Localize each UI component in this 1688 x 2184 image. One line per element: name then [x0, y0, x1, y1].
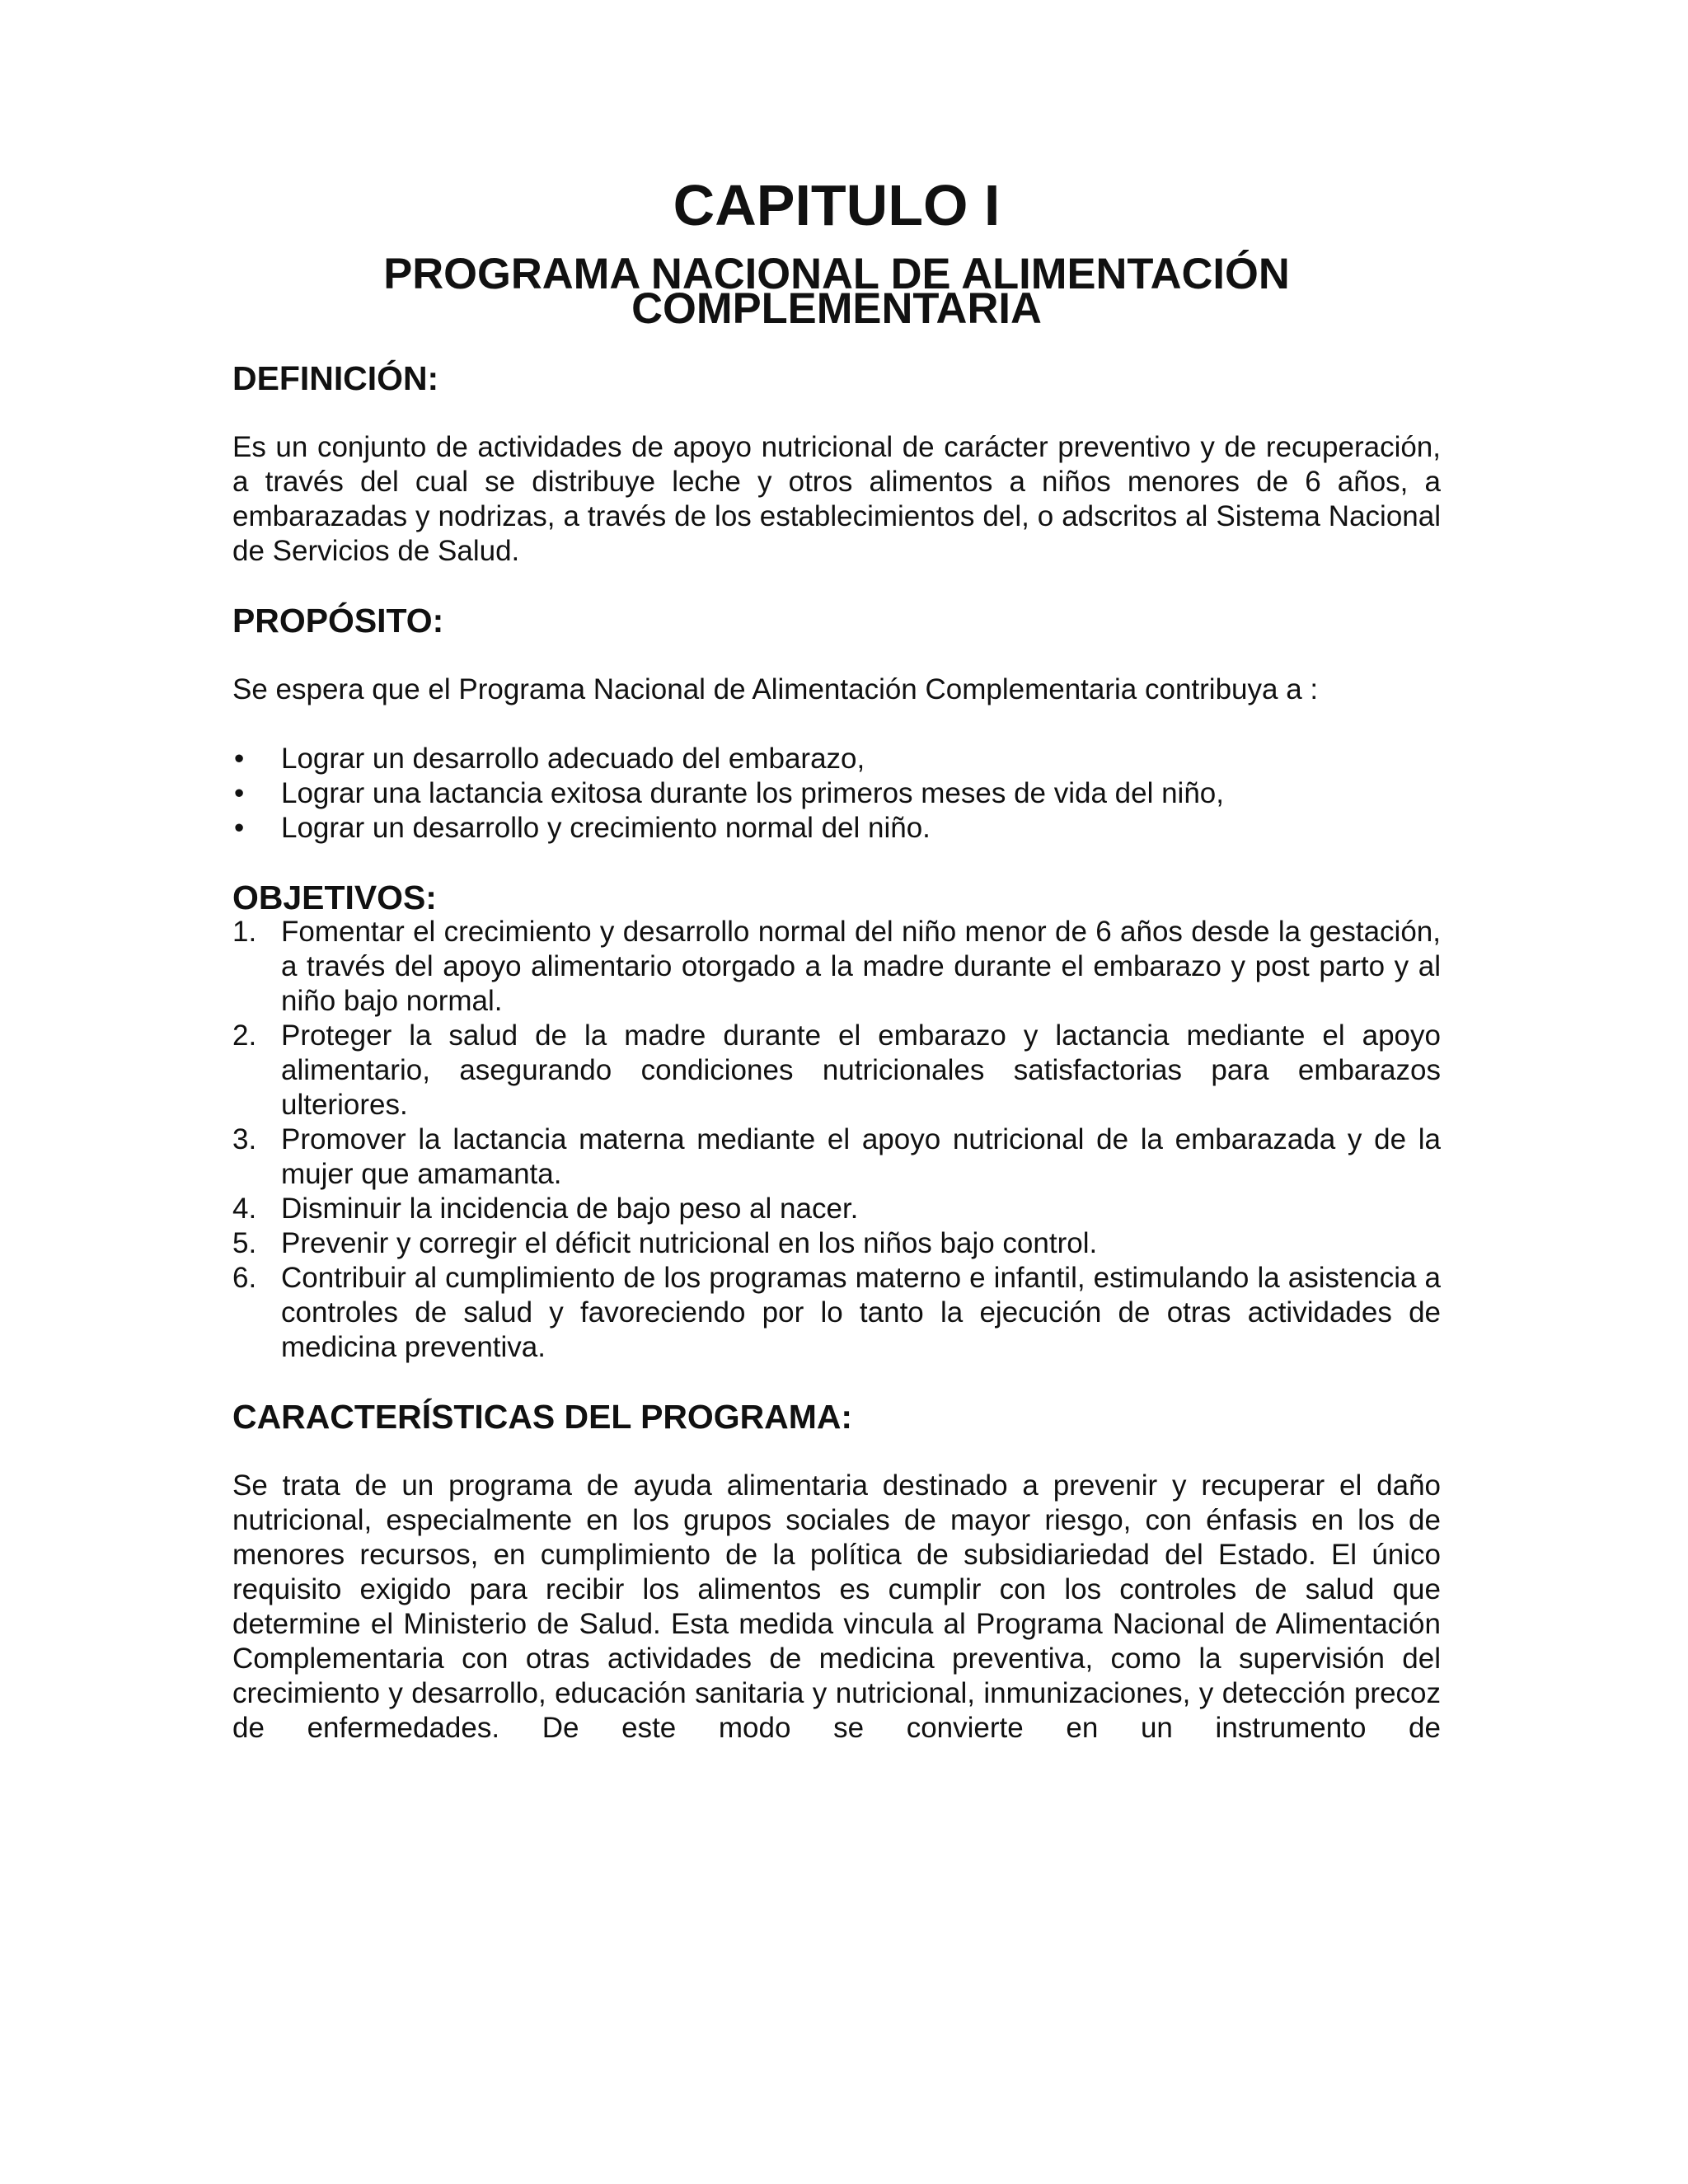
- proposito-heading: PROPÓSITO:: [232, 602, 444, 640]
- objetivos-heading: OBJETIVOS:: [232, 879, 437, 916]
- list-item-number: 2.: [232, 1019, 257, 1052]
- list-item-number: 1.: [232, 916, 257, 948]
- list-item-number: 6.: [232, 1262, 257, 1294]
- bullet-icon: •: [234, 777, 245, 809]
- list-item-number: 3.: [232, 1123, 257, 1155]
- definicion-text: Es un conjunto de actividades de apoyo nutricional de carácter preventivo y de recuperación, a través del cual se distribuye leche y otros alimentos a niños menores de 6 años, a embarazadas y nodrizas, a través de los establecimientos del, o adscritos al Sistema Nacional de Servicios de Salud.: [232, 431, 1441, 567]
- proposito-list: [232, 742, 1441, 846]
- bullet-icon: •: [234, 743, 245, 775]
- caracteristicas-text: Se trata de un programa de ayuda alimentaria destinado a prevenir y recuperar el daño nutricional, especialmente en los grupos sociales de mayor riesgo, con énfasis en los de menores recursos, en cumplimiento de la política de subsidiariedad del Estado. El único requisito exigido para recibir los alimentos es cumplir con los controles de salud que determine el Ministerio de Salud. Esta medida vincula al Programa Nacional de Alimentación Complementaria con otras actividades de medicina preventiva, como la supervisión del crecimiento y desarrollo, educación sanitaria y nutricional, inmunizaciones, y detección precoz de enfermedades. De este modo se convierte en un instrumento de: [232, 1469, 1441, 1744]
- list-item-text: Contribuir al cumplimiento de los programas materno e infantil, estimulando la asistencia a controles de salud y favoreciendo por lo tanto la ejecución de otras actividades de medicina preventiva.: [281, 1262, 1441, 1363]
- list-item: [232, 776, 1441, 811]
- list-item-text: Lograr una lactancia exitosa durante los primeros meses de vida del niño,: [281, 777, 1224, 809]
- list-item-number: 4.: [232, 1193, 257, 1225]
- list-item: [232, 915, 1441, 1019]
- list-item-text: Fomentar el crecimiento y desarrollo normal del niño menor de 6 años desde la gestación, a través del apoyo alimentario otorgado a la madre durante el embarazo y post parto y al niño bajo normal.: [281, 916, 1441, 1017]
- list-item: [232, 1226, 1441, 1261]
- definicion-heading: DEFINICIÓN:: [232, 359, 439, 397]
- bullet-icon: •: [234, 812, 245, 844]
- list-item-text: Lograr un desarrollo y crecimiento normal del niño.: [281, 812, 931, 844]
- list-item-text: Disminuir la incidencia de bajo peso al nacer.: [281, 1193, 859, 1225]
- list-item-text: Promover la lactancia materna mediante el apoyo nutricional de la embarazada y de la mujer que amamanta.: [281, 1123, 1441, 1190]
- proposito-intro: Se espera que el Programa Nacional de Alimentación Complementaria contribuya a :: [232, 673, 1319, 705]
- list-item: [232, 742, 1441, 776]
- list-item-number: 5.: [232, 1227, 257, 1259]
- list-item-text: Proteger la salud de la madre durante el embarazo y lactancia mediante el apoyo alimentario, asegurando condiciones nutricionales satisfactorias para embarazos ulteriores.: [281, 1019, 1441, 1121]
- caracteristicas-heading: CARACTERÍSTICAS DEL PROGRAMA:: [232, 1398, 853, 1436]
- list-item-text: Prevenir y corregir el déficit nutricional en los niños bajo control.: [281, 1227, 1098, 1259]
- program-title: PROGRAMA NACIONAL DE ALIMENTACIÓN COMPLEMENTARIA: [383, 250, 1290, 333]
- document-body: [232, 173, 1441, 1746]
- objetivos-list: [232, 915, 1441, 1365]
- list-item: [232, 811, 1441, 846]
- list-item: [232, 1122, 1441, 1192]
- list-item: [232, 1019, 1441, 1122]
- list-item: [232, 1192, 1441, 1226]
- list-item-text: Lograr un desarrollo adecuado del embarazo,: [281, 743, 865, 775]
- list-item: [232, 1261, 1441, 1365]
- chapter-title: CAPITULO I: [673, 173, 1001, 237]
